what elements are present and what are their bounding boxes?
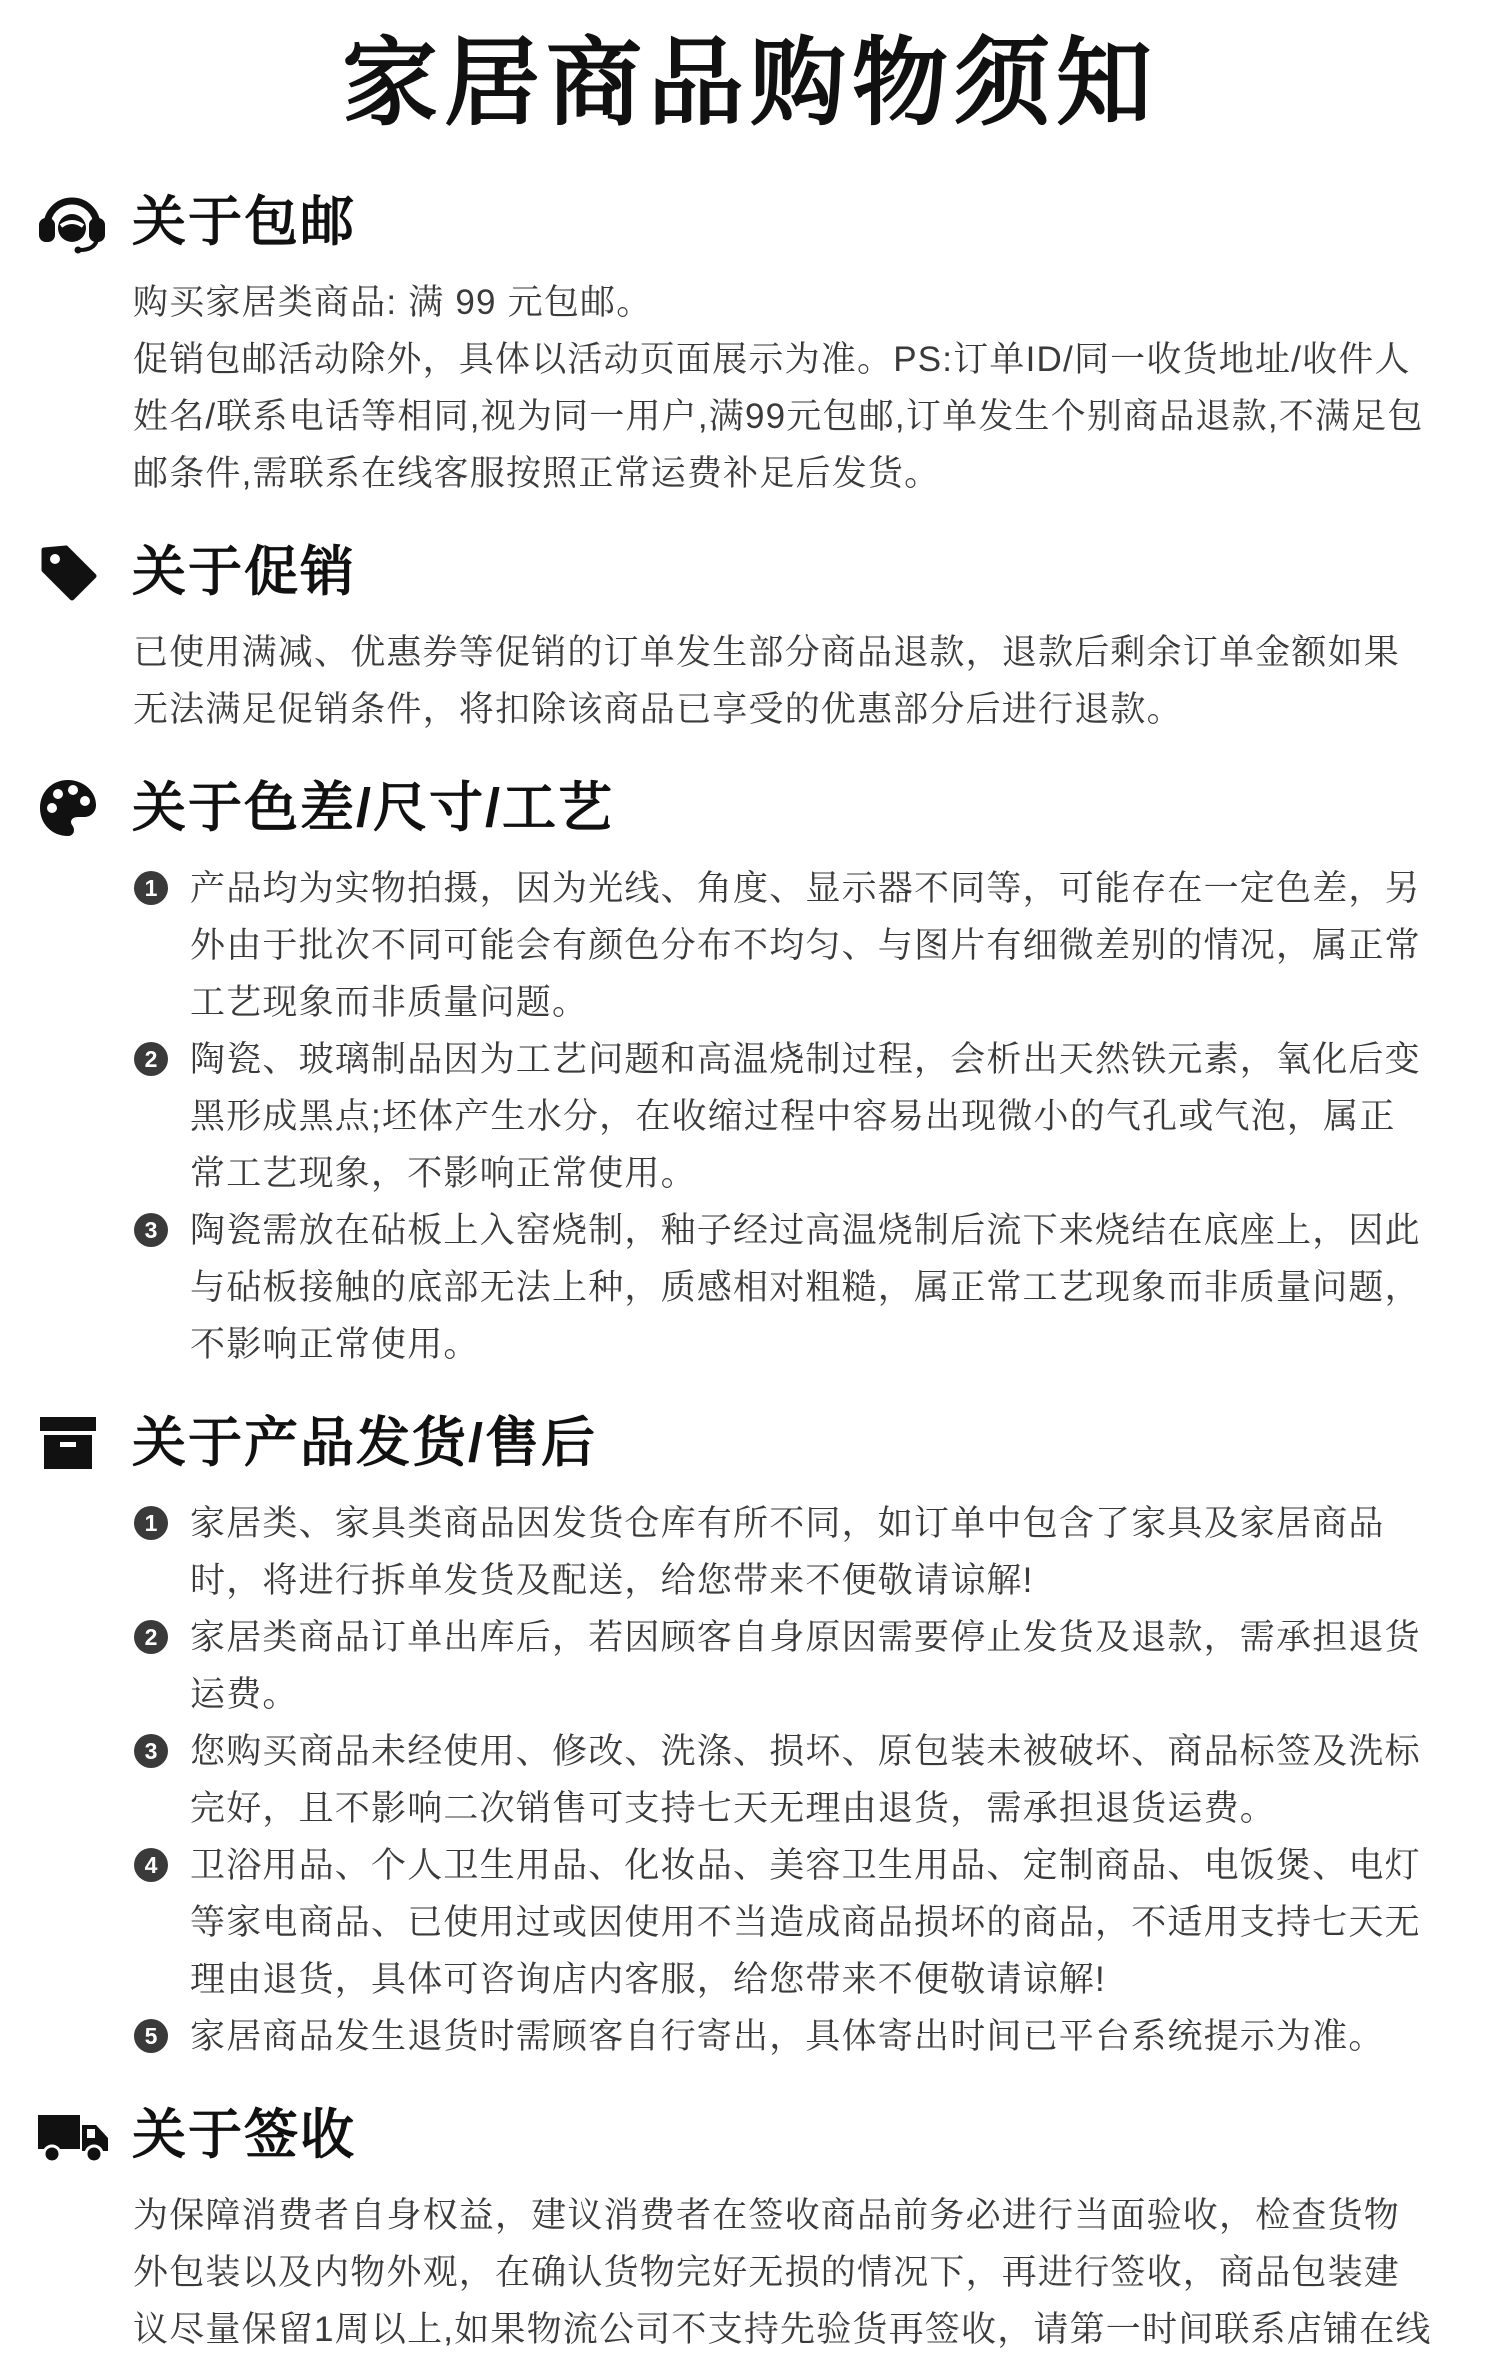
text-line: 购买家居类商品: 满 99 元包邮。 [133, 283, 653, 322]
tag-icon [36, 540, 116, 604]
text-line: 外包装以及内物外观，在确认货物完好无损的情况下，再进行签收，商品包装建 [133, 2253, 1401, 2292]
section-delivery-receipt [0, 2103, 1500, 2349]
list-item [0, 1837, 1500, 2008]
text-line: 陶瓷、玻璃制品因为工艺问题和高温烧制过程，会析出天然铁元素，氧化后变 [190, 1040, 1421, 1079]
list-item [0, 1202, 1500, 1373]
number-badge: 3 [134, 1213, 168, 1247]
section-heading-row [0, 190, 1500, 254]
text-line: 陶瓷需放在砧板上入窑烧制，釉子经过高温烧制后流下来烧结在底座上，因此 [190, 1211, 1421, 1250]
section-heading-row [0, 540, 1500, 604]
paragraph [0, 2187, 1500, 2349]
list-item [0, 860, 1500, 1031]
text-line: 家居类商品订单出库后，若因顾客自身原因需要停止发货及退款，需承担退货 [190, 1618, 1421, 1657]
text-line: 不影响正常使用。 [190, 1325, 480, 1364]
section-title: 关于色差/尺寸/工艺 [132, 778, 615, 838]
text-line: 卫浴用品、个人卫生用品、化妆品、美容卫生用品、定制商品、电饭煲、电灯 [190, 1846, 1421, 1885]
number-badge: 2 [134, 1042, 168, 1076]
number-badge: 5 [134, 2019, 168, 2053]
paragraph [0, 624, 1500, 738]
number-badge: 3 [134, 1734, 168, 1768]
number-badge: 1 [134, 1506, 168, 1540]
text-line: 产品均为实物拍摄，因为光线、角度、显示器不同等，可能存在一定色差，另 [190, 869, 1421, 908]
headset-icon [36, 190, 116, 254]
text-line: 理由退货，具体可咨询店内客服，给您带来不便敬请谅解! [190, 1960, 1106, 1999]
text-line: 促销包邮活动除外，具体以活动页面展示为准。PS:订单ID/同一收货地址/收件人 [133, 340, 1411, 379]
number-badge: 4 [134, 1848, 168, 1882]
text-line: 您购买商品未经使用、修改、洗涤、损坏、原包装未被破坏、商品标签及洗标 [190, 1732, 1421, 1771]
palette-icon [36, 776, 116, 840]
text-line: 工艺现象而非质量问题。 [190, 983, 589, 1022]
list-item [0, 1723, 1500, 1837]
text-line: 家居类、家具类商品因发货仓库有所不同，如订单中包含了家具及家居商品 [190, 1504, 1385, 1543]
section-heading-row [0, 2103, 1500, 2167]
text-line: 与砧板接触的底部无法上种，质感相对粗糙，属正常工艺现象而非质量问题， [190, 1268, 1421, 1307]
section-color-size-craft [0, 776, 1500, 1373]
list-item [0, 2008, 1500, 2065]
section-title: 关于包邮 [132, 192, 356, 252]
section-promotion [0, 540, 1500, 738]
number-badge: 1 [134, 871, 168, 905]
text-line: 黑形成黑点;坯体产生水分，在收缩过程中容易出现微小的气孔或气泡，属正 [190, 1097, 1396, 1136]
text-line: 常工艺现象，不影响正常使用。 [190, 1154, 697, 1193]
truck-icon [36, 2103, 116, 2167]
paragraph [0, 274, 1500, 331]
list-item [0, 1031, 1500, 1202]
text-line: 无法满足促销条件，将扣除该商品已享受的优惠部分后进行退款。 [133, 690, 1183, 729]
archive-box-icon [36, 1411, 116, 1475]
section-shipping-aftersales [0, 1411, 1500, 2065]
list-item [0, 1495, 1500, 1609]
section-title: 关于促销 [132, 542, 356, 602]
paragraph [0, 331, 1500, 502]
text-line: 家居商品发生退货时需顾客自行寄出，具体寄出时间已平台系统提示为准。 [190, 2017, 1385, 2056]
text-line: 为保障消费者自身权益，建议消费者在签收商品前务必进行当面验收，检查货物 [133, 2196, 1401, 2235]
text-line: 议尽量保留1周以上,如果物流公司不支持先验货再签收，请第一时间联系店铺在线 [133, 2310, 1432, 2349]
section-heading-row [0, 776, 1500, 840]
text-line: 已使用满减、优惠券等促销的订单发生部分商品退款，退款后剩余订单金额如果 [133, 633, 1401, 672]
text-line: 邮条件,需联系在线客服按照正常运费补足后发货。 [133, 454, 941, 493]
text-line: 等家电商品、已使用过或因使用不当造成商品损坏的商品，不适用支持七天无 [190, 1903, 1421, 1942]
list-item [0, 1609, 1500, 1723]
text-line: 运费。 [190, 1675, 299, 1714]
shopping-notice-page [0, 29, 1500, 2351]
section-free-shipping [0, 190, 1500, 502]
section-title: 关于产品发货/售后 [132, 1413, 598, 1473]
text-line: 外由于批次不同可能会有颜色分布不均匀、与图片有细微差别的情况，属正常 [190, 926, 1421, 965]
text-line: 完好，且不影响二次销售可支持七天无理由退货，需承担退货运费。 [190, 1789, 1277, 1828]
section-title: 关于签收 [132, 2105, 356, 2165]
number-badge: 2 [134, 1620, 168, 1654]
section-heading-row [0, 1411, 1500, 1475]
text-line: 姓名/联系电话等相同,视为同一用户,满99元包邮,订单发生个别商品退款,不满足包 [133, 397, 1424, 436]
text-line: 时，将进行拆单发货及配送，给您带来不便敬请谅解! [190, 1561, 1034, 1600]
page-title: 家居商品购物须知 [342, 30, 1158, 137]
